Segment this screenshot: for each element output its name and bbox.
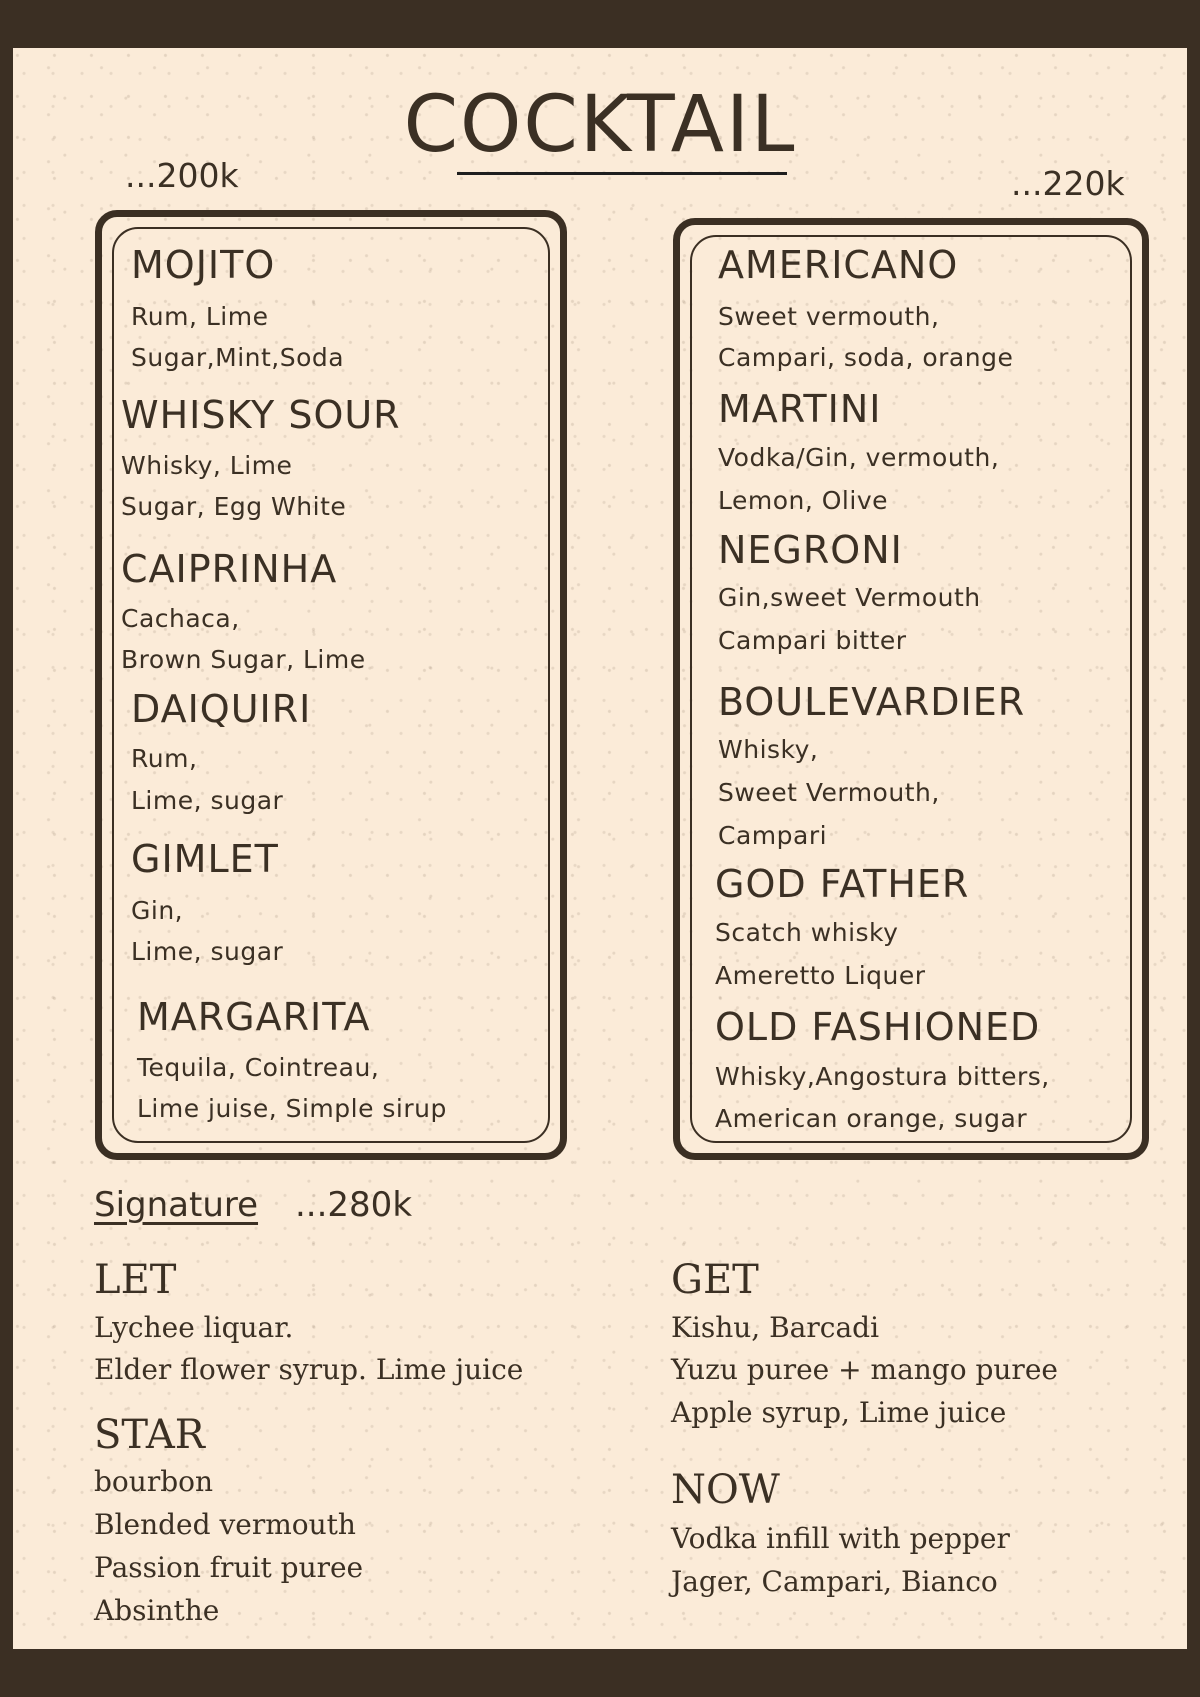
signature-drink-ingredients: Elder flower syrup. Lime juice: [94, 1353, 524, 1386]
drink-name: WHISKY SOUR: [121, 393, 401, 437]
drink-ingredients: Whisky, Lime: [121, 451, 293, 480]
drink-ingredients: Campari bitter: [718, 626, 907, 655]
drink-name: MARTINI: [718, 387, 882, 431]
drink-ingredients: Rum,: [131, 744, 198, 773]
signature-drink-name: NOW: [671, 1467, 780, 1513]
menu-title: COCKTAIL: [403, 80, 797, 170]
drink-name: MOJITO: [131, 243, 276, 287]
drink-name: BOULEVARDIER: [718, 680, 1026, 724]
drink-ingredients: Sweet Vermouth,: [718, 778, 940, 807]
drink-ingredients: Tequila, Cointreau,: [137, 1053, 380, 1082]
drink-name: GIMLET: [131, 837, 279, 881]
drink-ingredients: Sugar, Egg White: [121, 492, 347, 521]
drink-ingredients: Lemon, Olive: [718, 486, 889, 515]
drink-ingredients: Gin,sweet Vermouth: [718, 583, 981, 612]
signature-drink-name: STAR: [94, 1412, 205, 1458]
drink-ingredients: Sweet vermouth,: [718, 302, 940, 331]
signature-drink-ingredients: Blended vermouth: [94, 1508, 356, 1541]
menu-paper: [13, 48, 1187, 1649]
signature-heading: Signature: [94, 1185, 259, 1225]
signature-drink-ingredients: Apple syrup, Lime juice: [671, 1396, 1007, 1429]
right-price: ...220k: [1011, 164, 1125, 203]
drink-ingredients: Lime juise, Simple sirup: [137, 1094, 447, 1123]
drink-ingredients: Campari: [718, 821, 828, 850]
drink-ingredients: Vodka/Gin, vermouth,: [718, 443, 1000, 472]
signature-drink-ingredients: Kishu, Barcadi: [671, 1311, 880, 1344]
drink-ingredients: Lime, sugar: [131, 937, 284, 966]
drink-ingredients: Rum, Lime: [131, 302, 269, 331]
signature-drink-ingredients: Absinthe: [94, 1594, 220, 1627]
drink-ingredients: Gin,: [131, 896, 184, 925]
drink-ingredients: Whisky,: [718, 735, 819, 764]
signature-drink-ingredients: Vodka infill with pepper: [671, 1522, 1010, 1555]
signature-drink-ingredients: Jager, Campari, Bianco: [671, 1565, 998, 1598]
signature-drink-name: GET: [671, 1257, 759, 1303]
drink-name: AMERICANO: [718, 243, 959, 287]
signature-drink-name: LET: [94, 1257, 177, 1303]
drink-name: MARGARITA: [137, 995, 371, 1039]
drink-ingredients: Sugar,Mint,Soda: [131, 343, 345, 372]
drink-ingredients: Ameretto Liquer: [715, 961, 926, 990]
drink-ingredients: Cachaca,: [121, 604, 240, 633]
signature-price: ...280k: [295, 1185, 413, 1225]
drink-ingredients: Campari, soda, orange: [718, 343, 1014, 372]
left-price: ...200k: [125, 156, 239, 195]
drink-name: CAIPRINHA: [121, 547, 338, 591]
drink-ingredients: Scatch whisky: [715, 918, 899, 947]
drink-name: NEGRONI: [718, 528, 903, 572]
signature-drink-ingredients: Lychee liquar.: [94, 1311, 294, 1344]
signature-drink-ingredients: Yuzu puree + mango puree: [671, 1353, 1058, 1386]
drink-name: DAIQUIRI: [131, 687, 312, 731]
drink-ingredients: American orange, sugar: [715, 1104, 1028, 1133]
title-underline: [457, 172, 787, 175]
drink-name: OLD FASHIONED: [715, 1005, 1041, 1049]
drink-ingredients: Whisky,Angostura bitters,: [715, 1062, 1050, 1091]
signature-drink-ingredients: Passion fruit puree: [94, 1551, 364, 1584]
drink-name: GOD FATHER: [715, 862, 970, 906]
drink-ingredients: Brown Sugar, Lime: [121, 645, 366, 674]
drink-ingredients: Lime, sugar: [131, 786, 284, 815]
signature-drink-ingredients: bourbon: [94, 1465, 214, 1498]
